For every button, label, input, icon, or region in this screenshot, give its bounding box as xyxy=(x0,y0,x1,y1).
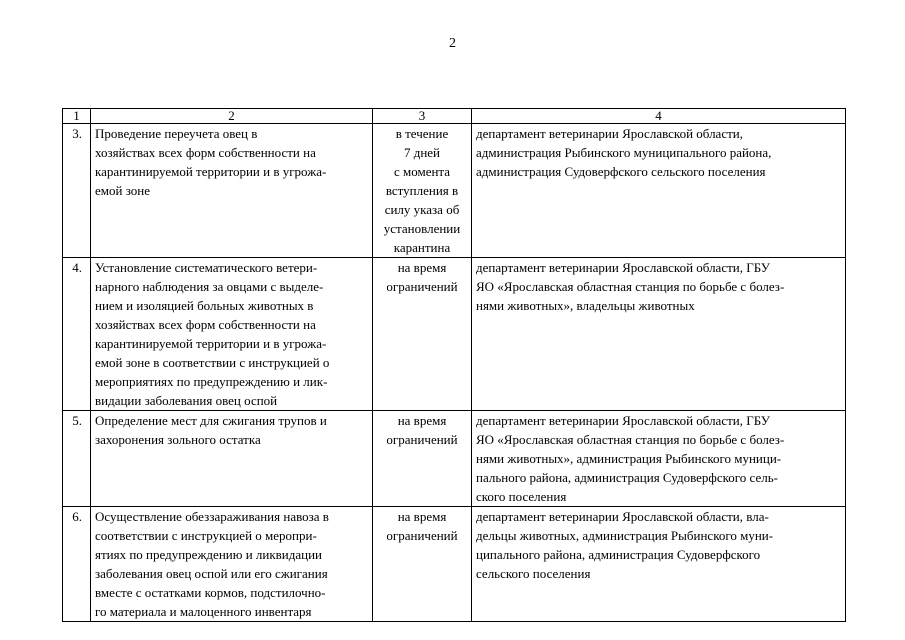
term-cell-line: на время xyxy=(397,509,447,524)
measure-cell-line: Установление систематического ветери- xyxy=(95,260,318,275)
measure-cell xyxy=(91,411,373,507)
term-cell xyxy=(373,124,472,258)
measure-cell-line: нарного наблюдения за овцами с выделе- xyxy=(95,279,324,294)
measure-cell-line: соответствии с инструкцией о меропри- xyxy=(95,528,317,543)
measure-cell-line: ятиях по предупреждению и ликвидации xyxy=(95,547,323,562)
measure-cell-line: емой зоне xyxy=(95,183,150,198)
measure-cell-line: емой зоне в соответствии с инструкцией о xyxy=(95,355,330,370)
responsible-cell-line: администрация Рыбинского муниципального района, xyxy=(476,145,772,160)
term-cell-line: вступления в xyxy=(385,183,459,198)
measure-cell-line: Определение мест для сжигания трупов и xyxy=(95,413,327,428)
responsible-cell-line: ЯО «Ярославская областная станция по борьбе с болез- xyxy=(476,432,785,447)
header-cell-measure: 2 xyxy=(91,109,373,124)
measure-cell xyxy=(91,124,373,258)
responsible-cell-line: нями животных», администрация Рыбинского муници- xyxy=(476,451,782,466)
measure-cell-line: нием и изоляцией больных животных в xyxy=(95,298,314,313)
measure-cell-line: видации заболевания овец оспой xyxy=(95,393,278,408)
responsible-cell-line: департамент ветеринарии Ярославской области, ГБУ xyxy=(476,413,770,428)
responsible-cell xyxy=(472,507,846,622)
table-header-row xyxy=(63,109,846,124)
measure-cell-line: вместе с остатками кормов, подстилочно- xyxy=(95,585,326,600)
measure-cell-line: карантинируемой территории и в угрожа- xyxy=(95,336,327,351)
responsible-cell-line: сельского поселения xyxy=(476,566,591,581)
measure-cell-line: хозяйствах всех форм собственности на xyxy=(95,145,316,160)
term-cell xyxy=(373,507,472,622)
row-number-cell: 4. xyxy=(63,258,91,411)
measure-cell-line: Осуществление обеззараживания навоза в xyxy=(95,509,329,524)
row-number-cell: 5. xyxy=(63,411,91,507)
term-cell xyxy=(373,258,472,411)
measures-table xyxy=(62,108,846,622)
term-cell-line: на время xyxy=(397,413,447,428)
measure-cell-line: мероприятиях по предупреждению и лик- xyxy=(95,374,328,389)
row-number-cell: 6. xyxy=(63,507,91,622)
table-row xyxy=(63,411,846,507)
header-cell-responsible: 4 xyxy=(472,109,846,124)
term-cell-line: 7 дней xyxy=(403,145,441,160)
responsible-cell-line: администрация Судоверфского сельского поселения xyxy=(476,164,766,179)
responsible-cell-line: нями животных», владельцы животных xyxy=(476,298,695,313)
term-cell-line: установлении xyxy=(383,221,461,236)
header-cell-num: 1 xyxy=(63,109,91,124)
measure-cell-line: го материала и малоценного инвентаря xyxy=(95,604,312,619)
page-number: 2 xyxy=(449,36,456,51)
responsible-cell-line: департамент ветеринарии Ярославской области, вла- xyxy=(476,509,769,524)
term-cell-line: в течение xyxy=(395,126,449,141)
responsible-cell-line: ципального района, администрация Судоверфского xyxy=(476,547,761,562)
responsible-cell-line: департамент ветеринарии Ярославской области, xyxy=(476,126,743,141)
responsible-cell xyxy=(472,411,846,507)
measure-cell xyxy=(91,258,373,411)
table-body xyxy=(63,109,846,622)
measure-cell-line: заболевания овец оспой или его сжигания xyxy=(95,566,328,581)
table-row xyxy=(63,124,846,258)
measure-cell-line: хозяйствах всех форм собственности на xyxy=(95,317,316,332)
responsible-cell-line: ского поселения xyxy=(476,489,567,504)
responsible-cell-line: дельцы животных, администрация Рыбинского муни- xyxy=(476,528,774,543)
term-cell xyxy=(373,411,472,507)
term-cell-line: ограничений xyxy=(386,279,458,294)
term-cell-line: с момента xyxy=(393,164,451,179)
header-cell-term: 3 xyxy=(373,109,472,124)
measure-cell-line: карантинируемой территории и в угрожа- xyxy=(95,164,327,179)
term-cell-line: ограничений xyxy=(386,528,458,543)
measure-cell-line: захоронения зольного остатка xyxy=(95,432,261,447)
table-row xyxy=(63,258,846,411)
responsible-cell-line: ЯО «Ярославская областная станция по борьбе с болез- xyxy=(476,279,785,294)
term-cell-line: силу указа об xyxy=(384,202,460,217)
measure-cell-line: Проведение переучета овец в xyxy=(95,126,258,141)
term-cell-line: карантина xyxy=(393,240,451,255)
responsible-cell xyxy=(472,258,846,411)
measure-cell xyxy=(91,507,373,622)
term-cell-line: ограничений xyxy=(386,432,458,447)
table-row xyxy=(63,507,846,622)
responsible-cell-line: пального района, администрация Судоверфского сель- xyxy=(476,470,778,485)
term-cell-line: на время xyxy=(397,260,447,275)
row-number-cell: 3. xyxy=(63,124,91,258)
responsible-cell-line: департамент ветеринарии Ярославской области, ГБУ xyxy=(476,260,770,275)
responsible-cell xyxy=(472,124,846,258)
